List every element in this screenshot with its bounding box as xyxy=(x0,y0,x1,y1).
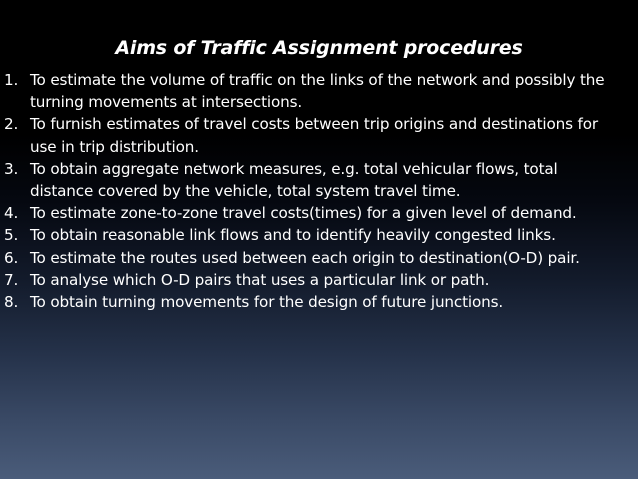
list-item xyxy=(0,291,622,313)
list-item xyxy=(0,202,622,224)
list-item-number: 2. xyxy=(4,115,19,134)
list-item-number: 1. xyxy=(4,71,19,89)
slide-title: Aims of Traffic Assignment procedures xyxy=(115,37,523,59)
list-item-text: To estimate the volume of traffic on the links of the network and possibly the turning movements at intersections. xyxy=(30,71,605,112)
aims-list xyxy=(0,69,622,313)
list-item-text: To furnish estimates of travel costs between trip origins and destinations for use in trip distribution. xyxy=(30,115,598,156)
list-item xyxy=(0,247,622,269)
list-item xyxy=(0,69,622,113)
list-item-number: 8. xyxy=(4,293,19,312)
list-item-number: 7. xyxy=(4,270,19,289)
list-item xyxy=(0,113,622,157)
list-item-number: 4. xyxy=(4,204,19,223)
list-item-text: To obtain reasonable link flows and to identify heavily congested links. xyxy=(30,226,556,245)
list-item-text: To obtain aggregate network measures, e.g. total vehicular flows, total distance covered by the vehicle, total system travel time. xyxy=(30,159,558,201)
list-item xyxy=(0,158,622,202)
list-item-text: To analyse which O-D pairs that uses a particular link or path. xyxy=(30,270,490,289)
list-item xyxy=(0,224,622,246)
list-item xyxy=(0,269,622,291)
list-item-text: To estimate zone-to-zone travel costs(times) for a given level of demand. xyxy=(30,204,577,223)
list-item-number: 3. xyxy=(4,159,19,178)
list-item-text: To estimate the routes used between each origin to destination(O-D) pair. xyxy=(30,248,580,267)
list-item-number: 5. xyxy=(4,226,19,245)
list-item-text: To obtain turning movements for the design of future junctions. xyxy=(30,293,504,312)
list-item-number: 6. xyxy=(4,248,19,267)
